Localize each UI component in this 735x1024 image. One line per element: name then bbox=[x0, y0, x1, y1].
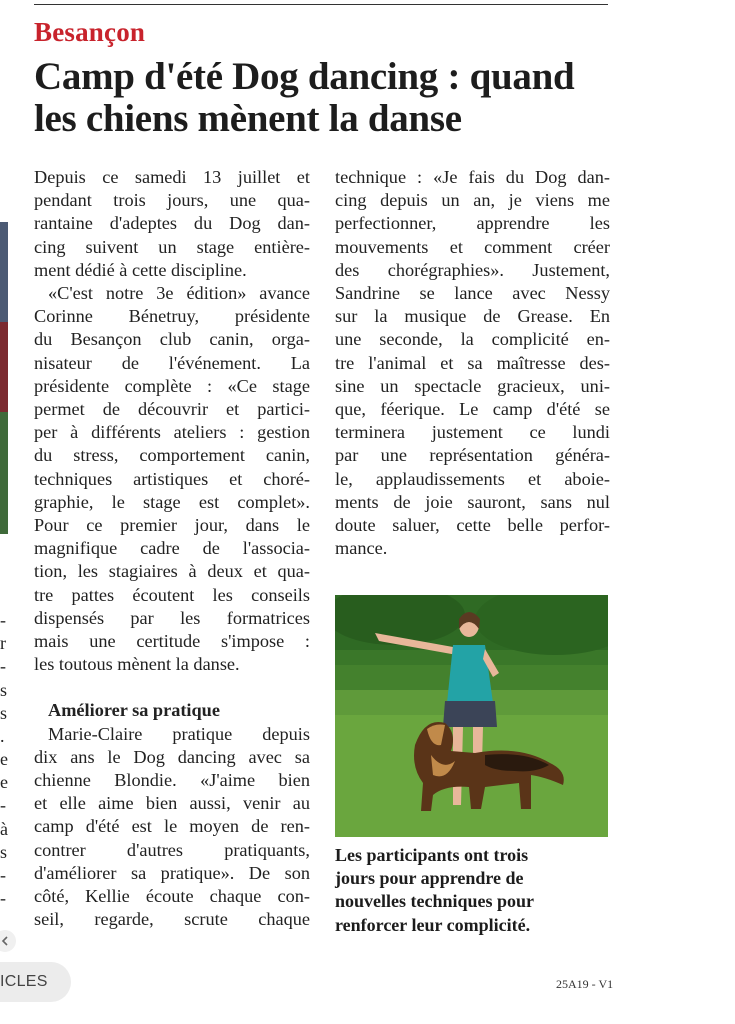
headline-line: Camp d'été Dog dancing : quand bbox=[34, 55, 575, 98]
body-line: dix ans le Dog dancing avec sa bbox=[34, 746, 310, 767]
photo-dog-dancing bbox=[335, 595, 608, 837]
article-column-1 bbox=[34, 166, 310, 932]
body-line: chienne Blondie. «J'aime bien bbox=[34, 770, 310, 791]
article-photo bbox=[335, 595, 608, 837]
adjacent-photo-edge bbox=[0, 222, 8, 534]
body-line: ment dédié à cette discipline. bbox=[34, 259, 247, 280]
adjacent-text-fragment: s bbox=[0, 703, 8, 723]
body-line: des chorégraphies». Justement, bbox=[335, 259, 610, 280]
body-line: pendant trois jours, une qua- bbox=[34, 190, 310, 211]
body-line: tion, les stagiaires à deux et qua- bbox=[34, 561, 310, 582]
body-line: Sandrine se lance avec Nessy bbox=[335, 283, 610, 304]
article-subhead: Améliorer sa pratique bbox=[48, 700, 220, 721]
body-line: ments de joie sauront, sans nul bbox=[335, 491, 610, 512]
adjacent-text-fragment: - bbox=[0, 795, 6, 815]
adjacent-text-fragment: - bbox=[0, 656, 6, 676]
body-line: cing suivent un stage entière- bbox=[34, 236, 310, 257]
body-line: contrer d'autres pratiquants, bbox=[34, 839, 310, 860]
body-line: tre l'animal et sa maîtresse des- bbox=[335, 352, 610, 373]
photo-caption bbox=[335, 844, 610, 937]
article-column-2 bbox=[335, 166, 610, 560]
adjacent-text-fragment: - bbox=[0, 888, 6, 908]
body-line: sur la musique de Grease. En bbox=[335, 306, 610, 327]
body-line: terminera justement ce lundi bbox=[335, 422, 610, 443]
page-code: 25A19 - V1 bbox=[556, 977, 614, 991]
body-line: du Besançon club canin, orga- bbox=[34, 329, 310, 350]
body-line: magnifique cadre de l'associa- bbox=[34, 538, 310, 559]
body-line: per à différents ateliers : gestion bbox=[34, 422, 310, 443]
caption-line: Les participants ont trois bbox=[335, 845, 529, 865]
adjacent-text-fragment: e bbox=[0, 772, 8, 792]
body-line: par une représentation généra- bbox=[335, 445, 610, 466]
body-line: du stress, comportement canin, bbox=[34, 445, 310, 466]
body-line: cing depuis un an, je viens me bbox=[335, 190, 610, 211]
articles-nav-label: ICLES bbox=[0, 973, 48, 990]
top-rule bbox=[34, 4, 608, 5]
article-headline bbox=[34, 56, 614, 140]
body-line: Depuis ce samedi 13 juillet et bbox=[34, 167, 310, 187]
body-line: seil, regarde, scrute chaque bbox=[34, 909, 310, 930]
body-line: d'améliorer sa pratique». De son bbox=[34, 862, 310, 883]
adjacent-text-fragment: s bbox=[0, 680, 8, 700]
body-line: le, applaudissements et aboie- bbox=[335, 468, 610, 489]
adjacent-text-fragment: r bbox=[0, 633, 6, 653]
chevron-left-icon-glyph bbox=[0, 930, 16, 952]
articles-nav-button[interactable] bbox=[0, 962, 71, 1002]
caption-line: jours pour apprendre de bbox=[335, 868, 524, 889]
body-line: Pour ce premier jour, dans le bbox=[34, 515, 310, 536]
body-line: perfectionner, apprendre les bbox=[335, 213, 610, 234]
body-line: Corinne Bénetruy, présidente bbox=[34, 306, 310, 327]
body-line: et elle aime bien aussi, venir au bbox=[34, 793, 310, 814]
body-line: camp d'été est le moyen de ren- bbox=[34, 816, 310, 837]
body-line: technique : «Je fais du Dog dan- bbox=[335, 167, 610, 187]
chevron-left-icon[interactable] bbox=[0, 930, 16, 952]
body-line: permet de découvrir et partici- bbox=[34, 399, 310, 420]
adjacent-text-fragment: - bbox=[0, 865, 6, 885]
caption-line: renforcer leur complicité. bbox=[335, 914, 531, 935]
body-line: mance. bbox=[335, 538, 388, 559]
body-line: dispensés par les formatrices bbox=[34, 607, 310, 628]
adjacent-text-fragment: e bbox=[0, 749, 8, 769]
body-line: côté, Kellie écoute chaque con- bbox=[34, 886, 310, 907]
adjacent-text-fragment: - bbox=[0, 610, 6, 630]
body-line: mais une certitude s'impose : bbox=[34, 631, 310, 652]
body-line: doute saluer, cette belle perfor- bbox=[335, 515, 610, 536]
body-line: les toutous mènent la danse. bbox=[34, 654, 240, 675]
adjacent-text-fragment: à bbox=[0, 819, 8, 839]
body-line: rantaine d'adeptes du Dog dan- bbox=[34, 213, 310, 234]
adjacent-text-fragment: . bbox=[0, 726, 5, 746]
headline-line: les chiens mènent la danse bbox=[34, 97, 462, 140]
body-line: techniques artistiques et choré- bbox=[34, 468, 310, 489]
body-line: «C'est notre 3e édition» avance bbox=[48, 283, 310, 304]
body-line: graphie, le stage est complet». bbox=[34, 491, 310, 512]
body-line: que, féerique. Le camp d'été se bbox=[335, 399, 610, 420]
adjacent-text-fragment: s bbox=[0, 842, 8, 862]
section-label: Besançon bbox=[34, 17, 146, 47]
body-line: tre pattes écoutent les conseils bbox=[34, 584, 310, 605]
adjacent-photo-fragment bbox=[0, 222, 8, 534]
body-line: mouvements et comment créer bbox=[335, 236, 610, 257]
body-line: présidente complète : «Ce stage bbox=[34, 375, 310, 396]
caption-line: nouvelles techniques pour bbox=[335, 891, 535, 912]
body-line: une seconde, la complicité en- bbox=[335, 329, 610, 350]
body-line: nisateur de l'événement. La bbox=[34, 352, 310, 373]
body-line: Marie-Claire pratique depuis bbox=[48, 723, 310, 744]
body-line: sine un spectacle gracieux, uni- bbox=[335, 375, 610, 396]
